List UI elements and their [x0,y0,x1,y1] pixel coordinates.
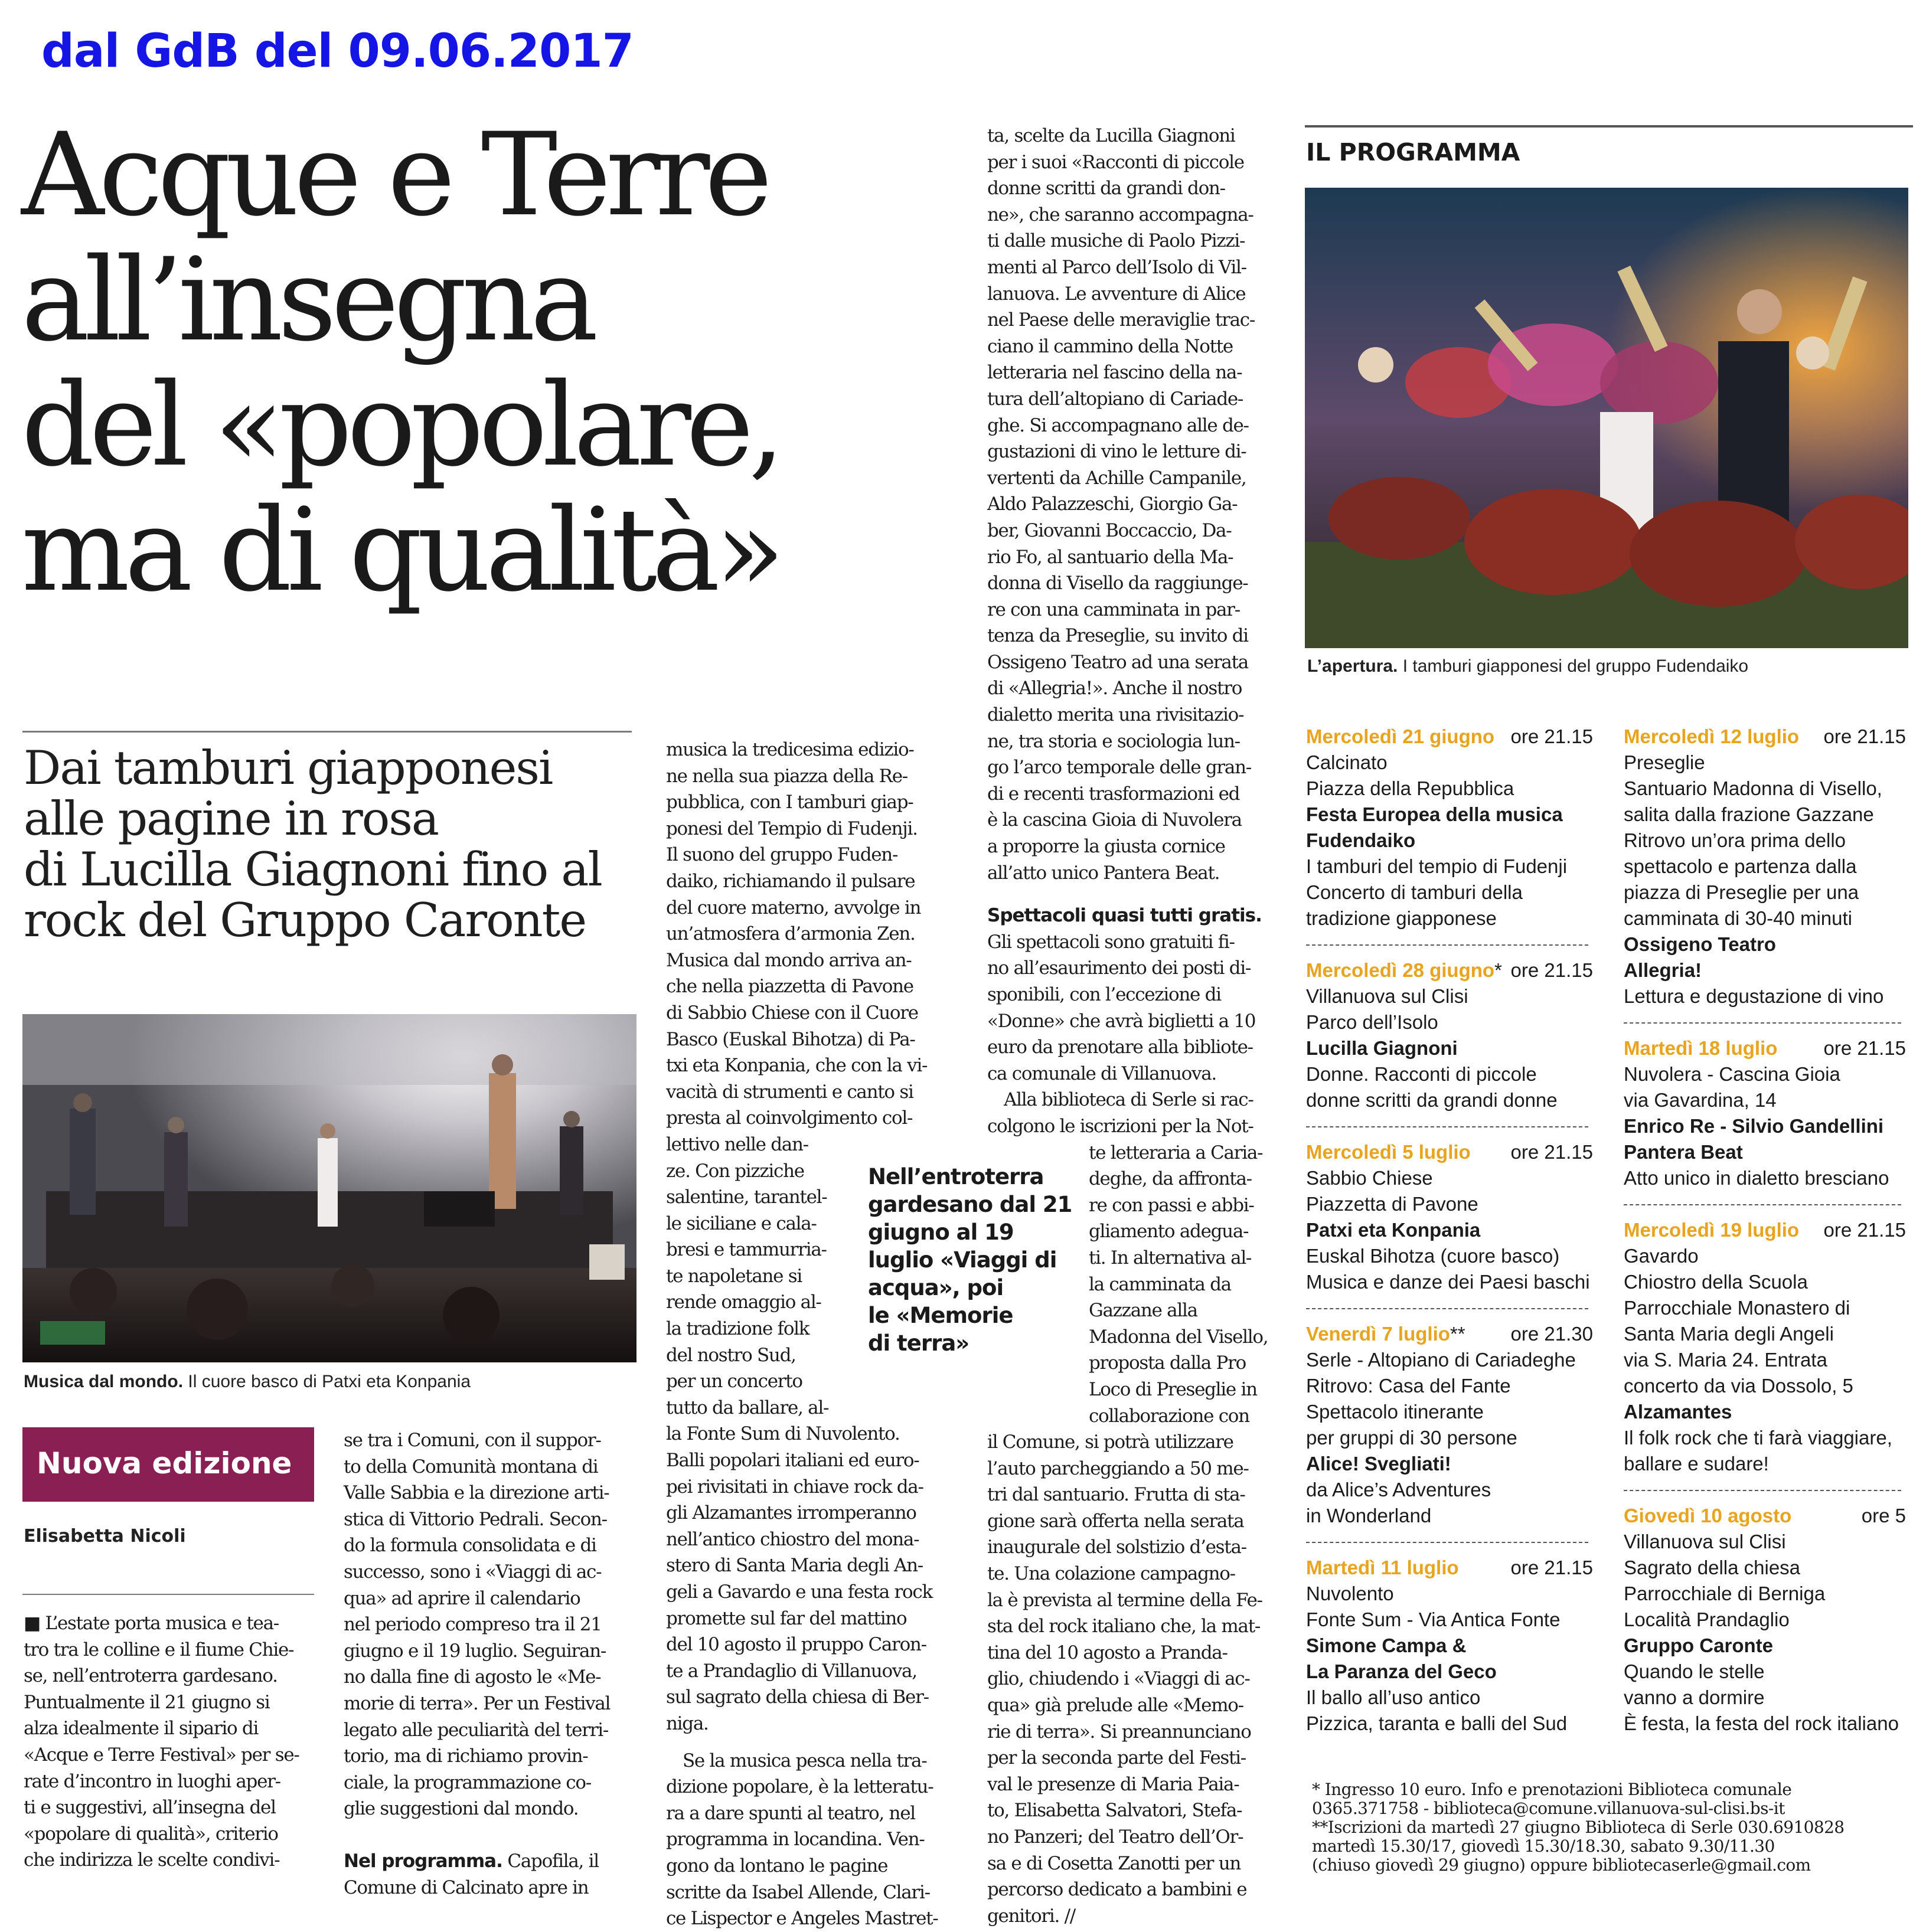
event-detail: Alzamantes [1624,1401,1732,1423]
event-detail: Fudendaiko [1306,829,1416,851]
pull-quote-line: luglio «Viaggi di [868,1247,1057,1273]
text-line: nell’antico chiostro del mona- [666,1528,919,1550]
text-line: colgono le iscrizioni per la Not- [987,1115,1253,1137]
text-line: l’auto parcheggiando a 50 me- [987,1457,1249,1479]
event-detail: Località Prandaglio [1624,1609,1790,1630]
event-detail: Quando le stelle [1624,1660,1765,1682]
event-detail: Villanuova sul Clisi [1306,985,1468,1007]
text-line: Gazzane alla [1089,1300,1197,1322]
text-line: tenza da Preseglie, su invito di [987,625,1248,647]
text-line: di «Allegria!». Anche il nostro [987,678,1242,699]
text-line: musica la tredicesima edizio- [666,739,914,760]
text-line: tina del 10 agosto a Pranda- [987,1642,1228,1663]
text-line: di Sabbio Chiese con il Cuore [666,1002,918,1024]
text-line: se, nell’entroterra gardesano. [24,1665,278,1687]
caption-lead: Musica dal mondo. [24,1372,184,1391]
text-line: do la formula consolidata e di [344,1535,596,1557]
text-line: pei rivisitati in chiave rock da- [666,1476,923,1498]
text-line: gli Alzamantes irromperanno [666,1502,916,1524]
event-detail: Enrico Re - Silvio Gandellini [1624,1115,1884,1137]
divider [22,1594,314,1595]
text-line: Musica dal mondo arriva an- [666,949,912,971]
event-detail: Sabbio Chiese [1306,1167,1433,1189]
headline [21,108,780,617]
event-detail: vanno a dormire [1624,1686,1765,1708]
text-line: ze. Con pizziche [666,1160,804,1182]
text-line: no Panzeri; del Teatro dell’Or- [987,1826,1243,1848]
text-line: è la cascina Gioia di Nuvolera [987,809,1242,831]
paragraph-lead-row [344,1848,639,1875]
text-line: «popolare di qualità», criterio [24,1823,278,1845]
text-line: proposta dalla Pro [1089,1352,1246,1374]
text-line: txi eta Konpania, che con la vi- [666,1055,928,1077]
event-detail: tradizione giapponese [1306,907,1497,929]
event-detail: Pizzica, taranta e balli del Sud [1306,1712,1568,1734]
spacer [666,1737,961,1748]
dashed-separator [1624,1477,1906,1503]
event-detail: Nuvolento [1306,1583,1394,1604]
subhead-line: rock del Gruppo Caronte [24,893,586,947]
event-date-row [1624,1035,1906,1061]
text-line: del nostro Sud, [666,1344,796,1366]
article-column-4 [987,123,1282,1929]
event-detail: Pantera Beat [1624,1141,1743,1163]
event-date: Giovedì 10 agosto [1624,1505,1792,1526]
text-line: Ossigeno Teatro ad una serata [987,651,1248,673]
text-line: tura dell’altopiano di Cariade- [987,388,1243,410]
event-date-row [1306,1555,1593,1581]
text-line: qua» già prelude alle «Memo- [987,1695,1243,1717]
text-line: Puntualmente il 21 giugno si [24,1691,270,1713]
text-line: presta al coinvolgimento col- [666,1107,913,1129]
text-line: successo, sono i «Viaggi di ac- [344,1561,602,1583]
headline-line: ma di qualità» [21,483,780,617]
headline-line: Acque e Terre [21,108,768,241]
event-detail: Villanuova sul Clisi [1624,1531,1786,1552]
event-detail: Atto unico in dialetto bresciano [1624,1167,1889,1189]
event-date: Venerdì 7 luglio [1306,1323,1450,1345]
dashed-separator [1306,1113,1593,1139]
text-line: vertenti da Achille Campanile, [987,467,1246,489]
event-date: Mercoledì 12 luglio [1624,725,1800,747]
event-detail: Ossigeno Teatro [1624,933,1776,955]
text-line: sponibili, con l’eccezione di [987,984,1221,1005]
event-time: ore 21.15 [1510,1557,1593,1578]
text-line: rende omaggio al- [666,1292,821,1313]
text-line: genitori. // [987,1905,1075,1927]
text-line: re con una camminata in par- [987,599,1240,620]
event-detail: Santuario Madonna di Visello, [1624,777,1882,799]
event-detail: Parco dell’Isolo [1306,1011,1438,1033]
headline-line: del «popolare, [21,358,780,492]
dashed-separator [1624,1191,1906,1217]
article-column-1 [24,1610,319,1874]
text-line: per i suoi «Racconti di piccole [987,151,1244,173]
event-detail: Parrocchiale di Berniga [1624,1583,1826,1604]
text-line: te napoletane si [666,1265,802,1287]
event-date: Mercoledì 28 giugno [1306,959,1495,981]
article-column-2 [344,1427,639,1901]
text-line: le siciliane e cala- [666,1212,817,1234]
text-line: letteraria nel fascino della na- [987,362,1242,384]
event-date: Mercoledì 5 luglio [1306,1141,1471,1163]
text-line: gliamento adegua- [1089,1221,1249,1243]
text-line: tri dal santuario. Frutta di sta- [987,1484,1245,1506]
text-line: alza idealmente il sipario di [24,1718,259,1740]
event-detail: Allegria! [1624,959,1702,981]
text-line: deghe, da affronta- [1089,1168,1252,1190]
text-line: torio, ma di richiamo provin- [344,1745,588,1767]
text-line: Capofila, il [502,1850,599,1872]
text-line: a proporre la giusta cornice [987,836,1225,858]
text-line: pubblica, con I tamburi giap- [666,792,913,813]
text-line: dialetto merita una rivisitazio- [987,704,1244,726]
spacer [344,1822,639,1848]
event-detail: Serle - Altopiano di Cariadeghe [1306,1349,1576,1371]
text-line: nel periodo compreso tra il 21 [344,1614,602,1636]
drummers-photo [1305,188,1908,648]
event-detail: spettacolo e partenza dalla [1624,855,1857,877]
event-time: ore 21.15 [1510,959,1593,981]
event-time: ore 5 [1861,1505,1906,1526]
event-detail: Il ballo all’uso antico [1306,1686,1481,1708]
text-line: nel Paese delle meraviglie trac- [987,309,1255,331]
text-line: gione sarà offerta nella serata [987,1510,1244,1532]
text-line: tro tra le colline e il fiume Chie- [24,1639,294,1660]
event-detail: Ritrovo un’ora prima dello [1624,829,1846,851]
schedule-left [1306,724,1593,1737]
event-detail: Gavardo [1624,1245,1699,1267]
text-line: il Comune, si potrà utilizzare [987,1431,1233,1453]
subhead-line: Dai tamburi giapponesi [24,741,553,795]
text-line: ra a dare spunti al teatro, nel [666,1802,915,1824]
text-line: ■ L’estate porta musica e tea- [24,1613,279,1634]
event-time: ore 21.15 [1823,1219,1906,1241]
concert-photo [22,1014,636,1362]
event-date-row [1306,1321,1593,1347]
event-time: ore 21.15 [1823,725,1906,747]
event-detail: Patxi eta Konpania [1306,1219,1481,1241]
event-time: ore 21.30 [1510,1323,1593,1345]
text-line: ponesi del Tempio di Fudenji. [666,818,918,839]
text-line: val le presenze di Maria Paia- [987,1773,1239,1795]
pull-quote-line: giugno al 19 [868,1220,1014,1245]
text-line: lanuova. Le avventure di Alice [987,283,1246,305]
event-date-row [1306,724,1593,750]
event-time: ore 21.15 [1510,725,1593,747]
text-line: «Acque e Terre Festival» per se- [24,1744,299,1766]
event-detail: Festa Europea della musica [1306,803,1563,825]
subheadline [24,743,638,946]
text-line: all’atto unico Pantera Beat. [987,862,1220,884]
event-detail: Parrocchiale Monastero di [1624,1297,1850,1319]
event-detail: salita dalla frazione Gazzane [1624,803,1874,825]
text-line: te letteraria a Caria- [1089,1142,1263,1163]
text-line: te a Prandaglio di Villanuova, [666,1660,917,1682]
event-detail: Chiostro della Scuola [1624,1271,1808,1293]
text-line: bresi e tammurria- [666,1239,827,1261]
event-detail: Ritrovo: Casa del Fante [1306,1375,1511,1397]
text-line: re con passi e abbi- [1089,1194,1254,1216]
text-line: del cuore materno, avvolge in [666,897,921,918]
photo-caption-left [24,1372,471,1392]
event-date: Mercoledì 19 luglio [1624,1219,1800,1241]
text-line: geli a Gavardo e una festa rock [666,1581,932,1603]
event-date: Martedì 18 luglio [1624,1037,1778,1059]
pull-quote-line: gardesano dal 21 [868,1192,1072,1217]
event-detail: camminata di 30-40 minuti [1624,907,1853,929]
event-date: Martedì 11 luglio [1306,1557,1459,1578]
text-line: per un concerto [666,1371,802,1392]
text-line: sul sagrato della chiesa di Ber- [666,1686,929,1708]
text-line: promette sul far del mattino [666,1607,907,1629]
event-detail: per gruppi di 30 persone [1306,1427,1517,1449]
footnote-line: 0365.371758 - biblioteca@comune.villanuova-sul-clisi.bs-it [1312,1799,1785,1818]
text-line: percorso dedicato a bambini e [987,1879,1247,1901]
footnotes [1312,1780,1845,1875]
text-line: te. Una colazione campagno- [987,1563,1235,1585]
text-line: Loco di Preseglie in [1089,1378,1257,1400]
text-line: gustazioni di vino le letture di- [987,441,1246,463]
text-line: la camminata da [1089,1273,1231,1295]
text-line: che indirizza le scelte condivi- [24,1849,280,1871]
text-line: go l’arco temporale delle gran- [987,757,1251,779]
text-line: ne», che saranno accompagna- [987,204,1253,225]
text-line: Aldo Palazzeschi, Giorgio Ga- [987,493,1238,515]
event-detail: I tamburi del tempio di Fudenji [1306,855,1568,877]
text-line: no all’esaurimento dei posti di- [987,957,1251,979]
text-line: to, Elisabetta Salvatori, Stefa- [987,1800,1242,1822]
subhead-line: alle pagine in rosa [24,792,438,846]
dashed-separator [1306,931,1593,957]
text-line: Madonna del Visello, [1089,1326,1268,1348]
text-line: collaborazione con [1089,1405,1249,1427]
event-detail: Gruppo Caronte [1624,1634,1773,1656]
event-detail: Piazzetta di Pavone [1306,1193,1478,1215]
event-detail: Donne. Racconti di piccole [1306,1063,1537,1085]
event-detail: Piazza della Repubblica [1306,777,1514,799]
event-detail: Il folk rock che ti farà viaggiare, [1624,1427,1892,1449]
text-line: rie di terra». Si preannunciano [987,1721,1251,1743]
event-date-row [1624,1503,1906,1529]
paragraph-lead: Nel programma. [344,1850,502,1872]
schedule-right [1624,724,1906,1737]
text-line: dizione popolare, è la letteratu- [666,1776,933,1798]
text-line: Comune di Calcinato apre in [344,1877,589,1898]
section-label: Nuova edizione [37,1446,292,1480]
text-line: ghe. Si accompagnano alle de- [987,414,1249,436]
paragraph-lead: Spettacoli quasi tutti gratis. [987,905,1262,927]
text-line: giugno e il 19 luglio. Seguiran- [344,1640,606,1662]
text-line: morie di terra». Per un Festival [344,1692,611,1714]
text-line: la tradizione folk [666,1318,809,1340]
subhead-line: di Lucilla Giagnoni fino al [24,842,602,897]
pull-quote-line: le «Memorie [868,1303,1013,1328]
event-time: ore 21.15 [1510,1141,1593,1163]
text-line: ca comunale di Villanuova. [987,1063,1216,1084]
event-detail: Lettura e degustazione di vino [1624,985,1884,1007]
text-line: Balli popolari italiani ed euro- [666,1450,919,1472]
footnote-line: **Iscrizioni da martedì 27 giugno Biblioteca di Serle 030.6910828 [1312,1817,1845,1837]
text-line: ciale, la programmazione co- [344,1771,591,1793]
pull-quote-line: Nell’entroterra [868,1164,1044,1189]
pull-quote-line: di terra» [868,1331,969,1356]
event-detail: piazza di Preseglie per una [1624,881,1859,903]
divider [1305,125,1913,128]
spacer [987,886,1282,903]
text-line: ne nella sua piazza della Re- [666,765,907,787]
text-line: niga. [666,1712,709,1734]
text-line: sta del rock italiano che, la mat- [987,1616,1261,1637]
text-line: che nella piazzetta di Pavone [666,976,913,998]
headline-line: all’insegna [21,233,593,367]
text-line: Il suono del gruppo Fuden- [666,844,898,866]
event-date-row [1306,957,1593,983]
event-detail: ballare e sudare! [1624,1453,1769,1475]
event-detail: Preseglie [1624,751,1705,773]
dashed-separator [1624,1009,1906,1035]
program-title: IL PROGRAMMA [1306,138,1520,166]
text-line: programma in locandina. Ven- [666,1829,925,1851]
text-line: glie suggestioni dal mondo. [344,1798,579,1820]
event-detail: Fonte Sum - Via Antica Fonte [1306,1609,1561,1630]
text-line: sa e di Cosetta Zanotti per un [987,1852,1241,1874]
event-detail: Santa Maria degli Angeli [1624,1323,1834,1345]
dashed-separator [1306,1295,1593,1321]
divider [22,731,632,733]
text-line: un’atmosfera d’armonia Zen. [666,923,915,945]
event-detail: Simone Campa & [1306,1634,1467,1656]
text-line: ti dalle musiche di Paolo Pizzi- [987,230,1245,252]
text-line: qua» ad aprire il calendario [344,1587,580,1609]
text-line: «Donne» che avrà biglietti a 10 [987,1010,1256,1032]
pull-quote-line: acqua», poi [868,1275,1004,1300]
event-detail: È festa, la festa del rock italiano [1624,1712,1899,1734]
text-line: per la seconda parte del Festi- [987,1747,1246,1769]
text-line: legato alle peculiarità del terri- [344,1719,609,1741]
text-line: daiko, richiamando il pulsare [666,870,915,892]
text-line: se tra i Comuni, con il suppor- [344,1430,601,1451]
text-line: glio, chiudendo i «Viaggi di ac- [987,1668,1250,1690]
event-date-row [1624,1217,1906,1243]
text-line: ber, Giovanni Boccaccio, Da- [987,519,1232,541]
text-line: inaugurale del solstizio d’esta- [987,1537,1246,1558]
text-line: di e recenti trasformazioni ed [987,783,1240,805]
event-detail: concerto da via Dossolo, 5 [1624,1375,1853,1397]
text-line: scritte da Isabel Allende, Clari- [666,1881,930,1903]
text-line: donne scritti da grandi don- [987,178,1225,200]
event-detail: Musica e danze dei Paesi baschi [1306,1271,1590,1293]
source-tag: dal GdB del 09.06.2017 [41,25,634,78]
text-line: to della Comunità montana di [344,1456,598,1477]
event-time: ore 21.15 [1823,1037,1906,1059]
footnote-line: * Ingresso 10 euro. Info e prenotazioni Biblioteca comunale [1312,1780,1792,1799]
text-line: la Fonte Sum di Nuvolento. [666,1423,900,1445]
event-detail: Euskal Bihotza (cuore basco) [1306,1245,1560,1267]
text-line: ti. In alternativa al- [1089,1247,1252,1269]
event-detail: Spettacolo itinerante [1306,1401,1484,1423]
text-line: ti e suggestivi, all’insegna del [24,1797,276,1819]
caption-text: I tamburi giapponesi del gruppo Fudendaiko [1398,656,1749,676]
event-detail: Concerto di tamburi della [1306,881,1523,903]
text-line: ciano il cammino della Notte [987,335,1233,357]
caption-text: Il cuore basco di Patxi eta Konpania [183,1372,471,1391]
text-line: gono da lontano le pagine [666,1855,888,1877]
text-line: Alla biblioteca di Serle si rac- [1004,1089,1253,1111]
event-detail: donne scritti da grandi donne [1306,1089,1558,1111]
event-detail: Alice! Svegliati! [1306,1453,1451,1475]
photo-caption-right [1307,656,1748,676]
text-line: ta, scelte da Lucilla Giagnoni [987,125,1235,146]
text-line: del 10 agosto il pruppo Caron- [666,1634,926,1656]
text-line: la è prevista al termine della Fe- [987,1589,1262,1611]
footnote-mark: * [1494,959,1502,981]
text-line: stero di Santa Maria degli An- [666,1555,923,1577]
text-line: Se la musica pesca nella tra- [683,1750,927,1771]
text-line: Valle Sabbia e la direzione arti- [344,1482,609,1504]
text-line: tutto da ballare, al- [666,1397,829,1418]
event-detail: La Paranza del Geco [1306,1660,1497,1682]
event-date-row [1624,724,1906,750]
text-line: vacità di strumenti e canto si [666,1081,913,1103]
text-line: rio Fo, al santuario della Ma- [987,546,1233,568]
event-detail: Lucilla Giagnoni [1306,1037,1458,1059]
text-line: lettivo nelle dan- [666,1133,808,1155]
text-line: donna di Visello da raggiunge- [987,573,1248,594]
text-line: euro da prenotare alla bibliote- [987,1037,1253,1058]
text-line: stica di Vittorio Pedrali. Secon- [344,1508,607,1530]
footnote-mark: ** [1450,1323,1465,1345]
text-line: salentine, tarantel- [666,1186,827,1208]
caption-lead: L’apertura. [1307,656,1398,676]
event-date: Mercoledì 21 giugno [1306,725,1495,747]
text-line: Gli spettacoli sono gratuiti fi- [987,931,1235,953]
concert-photo-image [22,1014,636,1362]
event-date-row [1306,1139,1593,1165]
event-detail: via S. Maria 24. Entrata [1624,1349,1827,1371]
text-line: no dalla fine di agosto le «Me- [344,1666,601,1688]
footnote-line: martedì 15.30/17, giovedì 15.30/18.30, sabato 9.30/11.30 [1312,1836,1775,1856]
text-line: ne, tra storia e sociologia lun- [987,730,1240,752]
event-detail: in Wonderland [1306,1505,1432,1526]
dashed-separator [1306,1529,1593,1555]
drummers-photo-image [1305,188,1908,648]
event-detail: Nuvolera - Cascina Gioia [1624,1063,1840,1085]
event-detail: da Alice’s Adventures [1306,1479,1491,1501]
event-detail: Sagrato della chiesa [1624,1557,1801,1578]
event-detail: Calcinato [1306,751,1388,773]
text-line: menti al Parco dell’Isolo di Vil- [987,256,1246,278]
text-line: rate d’incontro in luoghi aper- [24,1770,280,1792]
footnote-line: (chiuso giovedì 29 giugno) oppure bibliotecaserle@gmail.com [1312,1855,1811,1875]
text-line: ce Lispector e Angeles Mastret- [666,1908,938,1930]
byline: Elisabetta Nicoli [24,1526,186,1547]
event-detail: via Gavardina, 14 [1624,1089,1777,1111]
text-line: Basco (Euskal Bihotza) di Pa- [666,1028,915,1050]
